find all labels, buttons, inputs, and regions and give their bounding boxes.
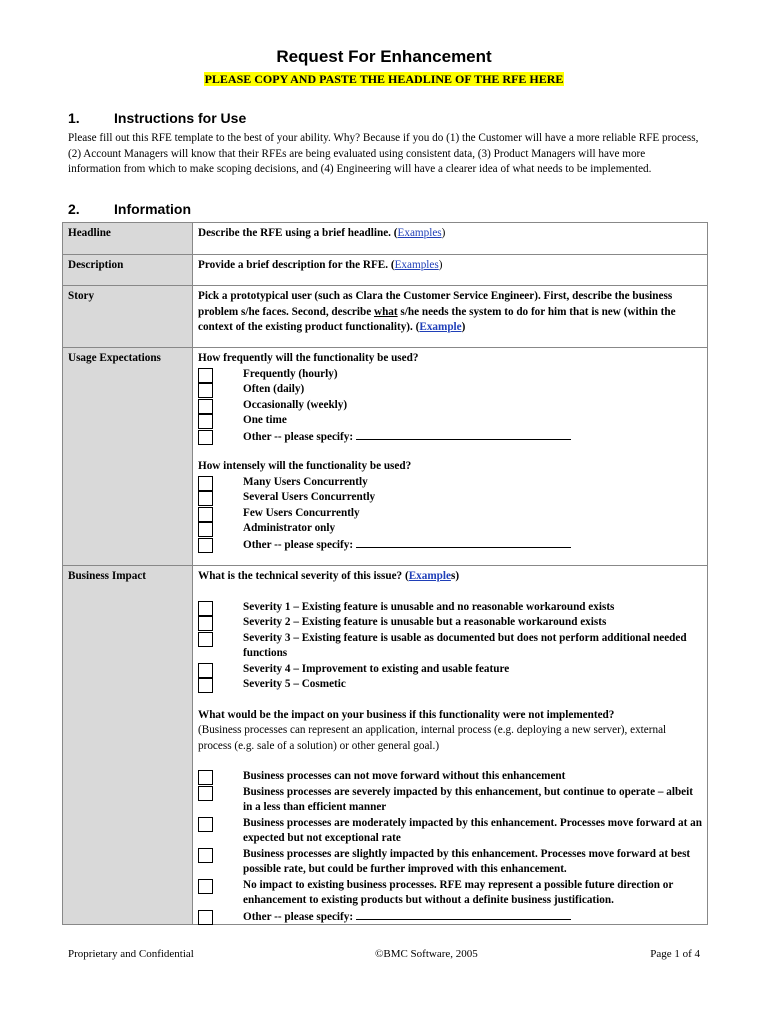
severity-option[interactable]: [198, 677, 702, 693]
section-2-heading: [68, 201, 191, 217]
impact-option[interactable]: [198, 816, 702, 847]
instructions-text: Please fill out this RFE template to the best of your ability. Why? Because if you do (1) the Customer will have a more reliable RFE process, (2) Account Managers will know that their RFEs are being evaluated using consistent data, (3) Product Managers will have more information from which to make scoping decisions, and (4) Engineering will have a clearer idea of what needs to be implemented.: [68, 132, 699, 176]
checkbox[interactable]: [198, 368, 213, 383]
intensity-option[interactable]: [198, 521, 702, 537]
option-label: Business processes are slightly impacted by this enhancement. Processes move forward at best possible rate, but could be further improved with this enhancement.: [243, 847, 691, 875]
footer-copyright: ©BMC Software, 2005: [375, 948, 478, 960]
intensity-option[interactable]: [198, 475, 702, 491]
footer-confidential: Proprietary and Confidential: [68, 948, 194, 960]
story-prompt-b: s/he needs the system to do for him that is new (within the context of the existing product functionality). (: [198, 305, 676, 333]
option-label: One time: [243, 414, 287, 426]
description-field[interactable]: [193, 255, 708, 286]
option-label: Often (daily): [243, 383, 305, 395]
description-examples-link[interactable]: Examples: [394, 259, 439, 271]
option-label: Several Users Concurrently: [243, 491, 376, 503]
headline-close: ): [441, 227, 446, 239]
specify-line[interactable]: [356, 429, 571, 440]
usage-row: [63, 348, 708, 566]
severity-option[interactable]: [198, 631, 702, 662]
checkbox[interactable]: [198, 616, 213, 631]
option-label: Few Users Concurrently: [243, 506, 360, 519]
checkbox[interactable]: [198, 414, 213, 429]
checkbox[interactable]: [198, 507, 213, 522]
frequency-question: How frequently will the functionality be used?: [198, 352, 419, 364]
option-label: Severity 3 – Existing feature is usable as documented but does not perform additional needed functions: [243, 631, 687, 659]
checkbox[interactable]: [198, 538, 213, 553]
headline-field[interactable]: [193, 223, 708, 255]
severity-option[interactable]: [198, 615, 702, 631]
option-label: Other -- please specify:: [243, 430, 354, 443]
description-prompt: Provide a brief description for the RFE. (: [198, 259, 395, 271]
option-label: Severity 5 – Cosmetic: [243, 678, 346, 690]
option-label: Administrator only: [243, 522, 336, 534]
option-label: Severity 1 – Existing feature is unusable and no reasonable workaround exists: [243, 600, 615, 613]
impact-option-other[interactable]: [198, 909, 702, 925]
document-title: Request For Enhancement: [276, 47, 492, 66]
story-prompt-a: Pick a prototypical user (such as Clara the Customer Service Engineer). First, describe the business problem s/he faces. Second, describe: [198, 290, 673, 318]
checkbox[interactable]: [198, 910, 213, 925]
headline-placeholder-text: PLEASE COPY AND PASTE THE HEADLINE OF THE RFE HERE: [204, 72, 564, 86]
headline-row: [63, 223, 708, 255]
story-row: [63, 286, 708, 348]
frequency-option-other[interactable]: [198, 429, 702, 445]
checkbox[interactable]: [198, 770, 213, 785]
headline-examples-link[interactable]: Examples: [397, 227, 442, 239]
checkbox[interactable]: [198, 848, 213, 863]
impact-label: Business Impact: [63, 566, 193, 925]
checkbox[interactable]: [198, 678, 213, 693]
severity-examples-link[interactable]: [409, 570, 451, 582]
specify-line[interactable]: [356, 909, 571, 920]
impact-row: [63, 566, 708, 925]
checkbox[interactable]: [198, 399, 213, 414]
story-field[interactable]: [193, 286, 708, 348]
business-impact-note: (Business processes can represent an application, internal process (e.g. deploying a new server), external process (e.g. sale of a solution) or other general goal.): [198, 724, 667, 752]
frequency-option[interactable]: [198, 367, 702, 383]
severity-question-tail: s: [450, 570, 456, 582]
severity-question-close: ): [455, 570, 460, 582]
specify-line[interactable]: [356, 537, 571, 548]
checkbox[interactable]: [198, 522, 213, 537]
section-1-heading: [68, 110, 246, 126]
checkbox[interactable]: [198, 879, 213, 894]
option-label: Many Users Concurrently: [243, 475, 368, 488]
severity-question-text: What is the technical severity of this issue? (: [198, 570, 409, 582]
frequency-option[interactable]: [198, 413, 702, 429]
intensity-option[interactable]: [198, 506, 702, 522]
option-label: Business processes can not move forward without this enhancement: [243, 770, 566, 782]
impact-field: [193, 566, 708, 925]
severity-question: [198, 569, 702, 585]
option-label: Severity 2 – Existing feature is unusable but a reasonable workaround exists: [243, 616, 607, 628]
section-1-title: Instructions for Use: [114, 110, 247, 126]
intensity-option-other[interactable]: [198, 537, 702, 553]
section-2-title: Information: [114, 201, 191, 217]
option-label: No impact to existing business processes. RFE may represent a possible future direction or enhancement to existing products but without a definite business justification.: [243, 878, 674, 906]
section-2-number: 2.: [68, 201, 80, 217]
headline-placeholder: [0, 70, 768, 88]
description-label: Description: [63, 255, 193, 286]
usage-label: Usage Expectations: [63, 348, 193, 566]
severity-option[interactable]: [198, 600, 702, 616]
checkbox[interactable]: [198, 632, 213, 647]
severity-examples-link-text: Example: [408, 570, 451, 582]
checkbox[interactable]: [198, 663, 213, 678]
impact-option[interactable]: [198, 785, 702, 816]
rfe-form-table: [62, 222, 708, 925]
option-label: Occasionally (weekly): [243, 398, 348, 411]
checkbox[interactable]: [198, 383, 213, 398]
option-label: Severity 4 – Improvement to existing and usable feature: [243, 662, 510, 675]
checkbox[interactable]: [198, 491, 213, 506]
description-close: ): [438, 259, 443, 271]
option-label: Frequently (hourly): [243, 367, 338, 380]
usage-field: [193, 348, 708, 566]
checkbox[interactable]: [198, 601, 213, 616]
option-label: Other -- please specify:: [243, 910, 354, 923]
story-emphasis: what: [374, 305, 398, 318]
business-impact-question: What would be the impact on your business if this functionality were not implemented?: [198, 708, 615, 721]
checkbox[interactable]: [198, 786, 213, 801]
section-1-number: 1.: [68, 110, 80, 126]
checkbox[interactable]: [198, 430, 213, 445]
impact-option[interactable]: [198, 847, 702, 878]
headline-prompt: Describe the RFE using a brief headline. (: [198, 227, 398, 239]
impact-option[interactable]: [198, 878, 702, 909]
checkbox[interactable]: [198, 817, 213, 832]
headline-label: Headline: [63, 223, 193, 255]
severity-option[interactable]: [198, 662, 702, 678]
intensity-question: How intensely will the functionality be used?: [198, 460, 412, 472]
frequency-option[interactable]: [198, 398, 702, 414]
checkbox[interactable]: [198, 476, 213, 491]
description-row: [63, 255, 708, 286]
option-label: Other -- please specify:: [243, 538, 354, 551]
story-label: Story: [63, 286, 193, 348]
footer-page-number: Page 1 of 4: [650, 948, 700, 960]
intensity-option[interactable]: [198, 490, 702, 506]
frequency-option[interactable]: [198, 382, 702, 398]
story-example-link[interactable]: Example: [419, 321, 462, 333]
impact-option[interactable]: [198, 769, 702, 785]
option-label: Business processes are severely impacted by this enhancement, but continue to operate – albeit in a less than efficient manner: [243, 785, 693, 813]
story-close: ): [461, 321, 466, 333]
option-label: Business processes are moderately impacted by this enhancement. Processes move forward at an expected but not exceptional rate: [243, 816, 702, 844]
